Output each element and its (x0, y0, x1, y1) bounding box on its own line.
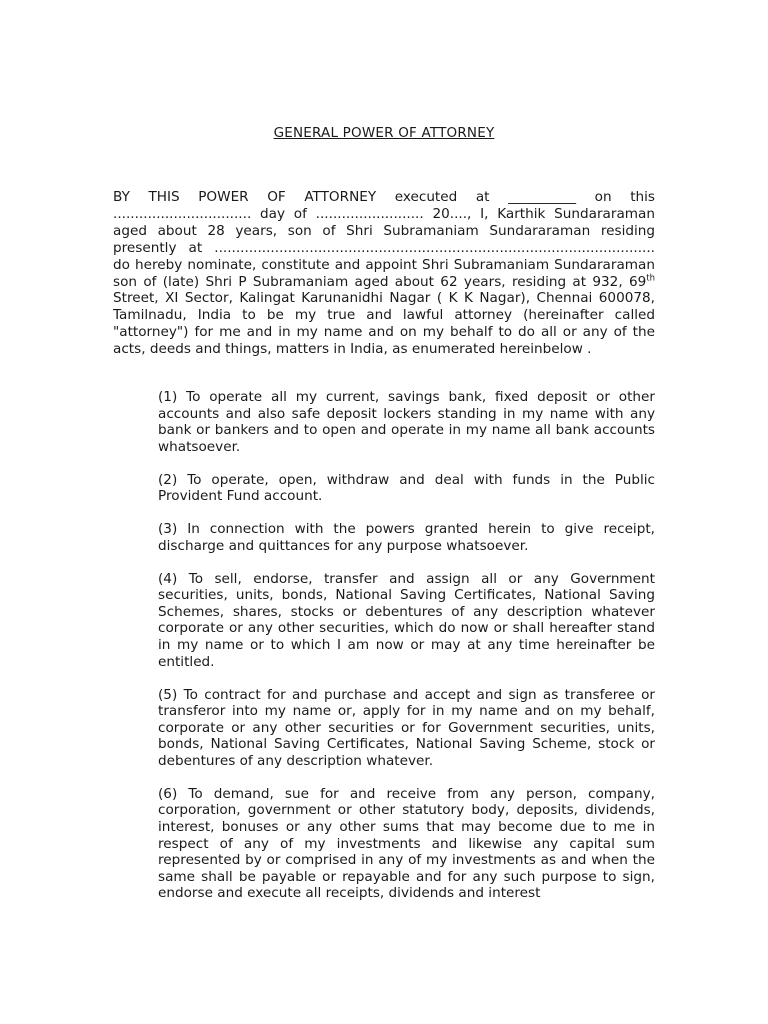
intro-text-part2: Street, XI Sector, Kalingat Karunanidhi Nagar ( K K Nagar), Chennai 600078, Tamilnadu, India to be my true and lawful attorney (hereinafter called "attorney") for me and in my name and on my behalf to do all or any of the acts, deeds and things, matters in India, as enumerated hereinbelow . (113, 290, 655, 358)
power-clause-6: (6) To demand, sue for and receive from any person, company, corporation, government or other statutory body, deposits, dividends, interest, bonuses or any other sums that may become due to me in respect of any of my investments and likewise any capital sum represented by or comprised in any of my investments as and when the same shall be payable or repayable and for any such purpose to sign, endorse and execute all receipts, dividends and interest (158, 785, 655, 902)
powers-list (158, 389, 655, 918)
power-clause-1: (1) To operate all my current, savings bank, fixed deposit or other accounts and also safe deposit lockers standing in my name with any bank or bankers and to open and operate in my name all bank accounts whatsoever. (158, 389, 655, 455)
power-clause-3: (3) In connection with the powers granted herein to give receipt, discharge and quittances for any purpose whatsoever. (158, 521, 655, 554)
intro-paragraph (113, 189, 655, 358)
power-clause-4: (4) To sell, endorse, transfer and assign all or any Government securities, units, bonds, National Saving Certificates, National Saving Schemes, shares, stocks or debentures of any description whatever corporate or any other securities, which do now or shall hereafter stand in my name or to which I am now or may at any time hereinafter be entitled. (158, 570, 655, 670)
intro-text-part1: BY THIS POWER OF ATTORNEY executed at __________ on this ................................ day of ......................... 20...., I, Karthik Sundararaman aged about 28 years, son of Shri Subramaniam Sundararaman residing presently at ...................................................................................................... do hereby nominate, constitute and appoint Shri Subramaniam Sundararaman son of (late) Shri P Subramaniam aged about 62 years, residing at 932, 69 (113, 189, 655, 290)
document-title: GENERAL POWER OF ATTORNEY (273, 125, 495, 141)
intro-superscript: th (646, 273, 655, 283)
power-clause-5: (5) To contract for and purchase and accept and sign as transferee or transferor into my name or, apply for in my name and on my behalf, corporate or any other securities or for Government securities, units, bonds, National Saving Certificates, National Saving Scheme, stock or debentures of any description whatever. (158, 686, 655, 769)
power-clause-2: (2) To operate, open, withdraw and deal with funds in the Public Provident Fund account. (158, 471, 655, 505)
